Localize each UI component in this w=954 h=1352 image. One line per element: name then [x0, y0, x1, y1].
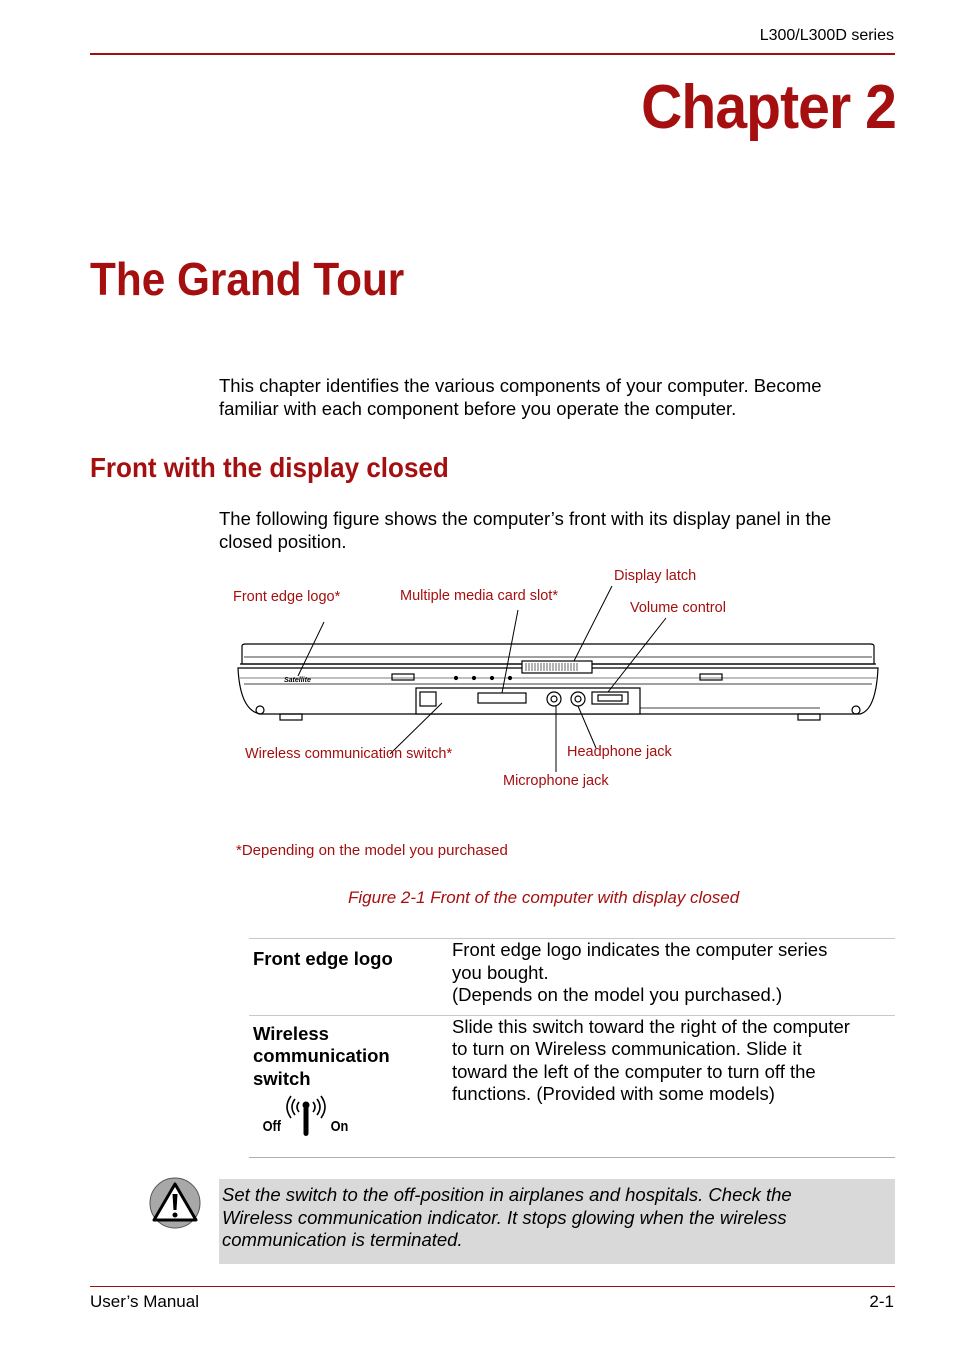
term-label: Front edge logo: [253, 948, 393, 969]
intro-line: This chapter identifies the various components of your computer. Become: [219, 375, 822, 396]
footer-page-number: 2-1: [869, 1292, 894, 1311]
description-cell: [440, 1015, 895, 1157]
wireless-switch-graphic: [253, 1094, 436, 1142]
label-wireless-switch: Wireless communication switch*: [245, 746, 453, 762]
switch-on-label: On: [330, 1118, 349, 1135]
figure-caption: Figure 2-1 Front of the computer with display closed: [348, 888, 740, 907]
label-front-edge-logo: Front edge logo*: [233, 589, 341, 605]
description-line: (Depends on the model you purchased.): [452, 984, 783, 1005]
figure-footnote: *Depending on the model you purchased: [236, 842, 508, 859]
chapter-title: Chapter 2: [641, 73, 896, 142]
label-display-latch: Display latch: [614, 568, 697, 584]
term-label: Wireless: [253, 1022, 329, 1044]
section-heading: Front with the display closed: [90, 452, 449, 483]
label-media-card-slot: Multiple media card slot*: [400, 588, 558, 604]
header-rule: [90, 53, 895, 55]
label-headphone-jack: Headphone jack: [567, 744, 672, 760]
intro-line: familiar with each component before you operate the computer.: [219, 398, 737, 419]
note-text: [222, 1184, 882, 1252]
intro-paragraph: [219, 374, 899, 420]
description-line: you bought.: [452, 961, 549, 983]
note-line: Wireless communication indicator. It stops glowing when the wireless: [222, 1206, 787, 1228]
term-label: switch: [253, 1067, 311, 1089]
switch-off-label: Off: [262, 1118, 282, 1135]
description-line: toward the left of the computer to turn off the: [452, 1060, 816, 1082]
description-line: to turn on Wireless communication. Slide it: [452, 1038, 802, 1059]
wireless-antenna-icon: [283, 1094, 329, 1140]
component-table: [249, 938, 895, 1158]
running-header: L300/L300D series: [759, 27, 894, 44]
description-line: Front edge logo indicates the computer series: [452, 939, 828, 960]
term-label: communication: [253, 1045, 390, 1066]
satellite-logo-text: Satellite: [284, 677, 311, 684]
description-line: Slide this switch toward the right of the computer: [452, 1015, 850, 1037]
section-line: The following figure shows the computer’s front with its display panel in the: [219, 508, 832, 529]
table-row: [249, 939, 895, 1016]
footer-rule: [90, 1286, 895, 1287]
label-microphone-jack: Microphone jack: [503, 773, 609, 789]
footer-manual-name: User’s Manual: [90, 1292, 199, 1311]
table-row: [249, 1015, 895, 1157]
term-cell: [249, 939, 440, 1016]
note-line: Set the switch to the off-position in airplanes and hospitals. Check the: [222, 1184, 792, 1205]
description-cell: [440, 939, 895, 1016]
page-title: The Grand Tour: [90, 253, 405, 305]
label-volume-control: Volume control: [630, 600, 726, 616]
front-view-figure: [220, 560, 900, 800]
section-line: closed position.: [219, 531, 347, 552]
description-line: functions. (Provided with some models): [452, 1083, 775, 1104]
section-paragraph: [219, 507, 899, 553]
term-cell: [249, 1015, 440, 1157]
note-line: communication is terminated.: [222, 1229, 463, 1250]
warning-icon: [148, 1176, 202, 1230]
